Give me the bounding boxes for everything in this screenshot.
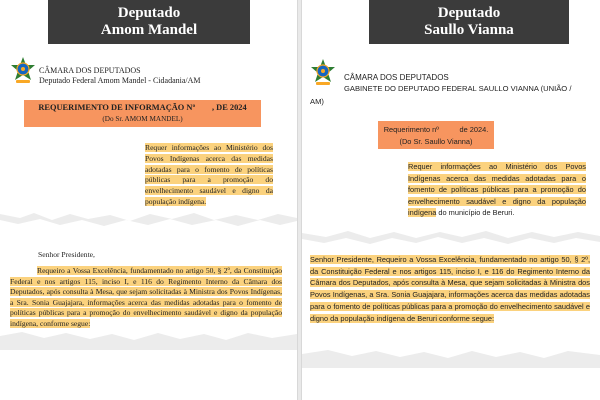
title-box-left (24, 100, 261, 127)
body-left (10, 266, 282, 330)
brazil-coat-of-arms-icon (10, 56, 36, 86)
org-name-left: CÂMARA DOS DEPUTADOS (39, 66, 141, 75)
ementa-left-text: Requer informações ao Ministério dos Povos Indígenas acerca das medidas adotadas para o fomento de políticas públicas para a promoção do envelhecimento saudável e digno da população indígena. (145, 143, 273, 206)
banner-right (369, 0, 569, 44)
torn-paper-bottom-left (0, 328, 297, 350)
torn-paper-bottom-right (302, 346, 600, 368)
title-box-right (378, 121, 494, 149)
torn-paper-divider-right (302, 226, 600, 248)
banner-right-line2: Saullo Vianna (424, 22, 514, 38)
org-name-right: CÂMARA DOS DEPUTADOS (344, 73, 449, 82)
req-author-left: (Do Sr. AMOM MANDEL) (102, 115, 183, 123)
torn-paper-divider-left (0, 208, 297, 230)
req-title-right: Requerimento nº de 2024. (383, 125, 489, 134)
banner-left (48, 0, 250, 44)
body-right (310, 254, 590, 324)
req-title-left: REQUERIMENTO DE INFORMAÇÃO Nº , DE 2024 (38, 103, 247, 112)
body-left-text: Requeiro a Vossa Excelência, fundamentado no artigo 50, § 2º, da Constituição Federal e nos artigos 115, inciso I, e 116 do Regimento Interno da Câmara dos Deputados, após consulta à Mesa, que sejam solicitadas à Ministra dos Povos Indígenas, a Sra. Sonia Guajajara, informações acerca das medidas adotadas para o fomento de políticas públicas para a promoção do envelhecimento saudável e digno da população indígena, conforme segue: (10, 266, 282, 328)
banner-left-line2: Amom Mandel (100, 22, 198, 38)
banner-left-line1: Deputado (117, 5, 181, 21)
ementa-right (408, 161, 586, 219)
office-left: Deputado Federal Amom Mandel - Cidadania/AM (39, 76, 201, 85)
banner-right-line1: Deputado (437, 5, 501, 21)
ementa-right-highlight: Requer informações ao Ministério dos Povos Indígenas acerca das medidas adotadas para o fomento de políticas públicas para a promoção do envelhecimento saudável e digno da população indígena (408, 162, 586, 218)
req-author-right: (Do Sr. Saullo Vianna) (399, 137, 473, 146)
office-right-line2: AM) (310, 97, 324, 106)
brazil-coat-of-arms-icon (310, 58, 336, 88)
office-right-line1: GABINETE DO DEPUTADO FEDERAL SAULLO VIANNA (UNIÃO / (344, 84, 572, 93)
document-left (0, 0, 297, 400)
greeting-left: Senhor Presidente, (38, 250, 95, 259)
body-right-text: Senhor Presidente, Requeiro a Vossa Excelência, fundamentado no artigo 50, § 2º, da Constituição Federal e nos artigos 115, inciso I, e 116 do Regimento Interno da Câmara dos Deputados, após consulta à Mesa, que sejam solicitadas à Ministra dos Povos Indígenas, a Sra. Sonia Guajajara, informações acerca das medidas adotadas para o fomento de políticas públicas para a promoção do envelhecimento saudável e digno da população indígena de Beruri conforme segue: (310, 255, 590, 323)
ementa-right-rest: do município de Beruri. (436, 208, 515, 218)
document-right (302, 0, 600, 400)
ementa-left (145, 143, 273, 208)
